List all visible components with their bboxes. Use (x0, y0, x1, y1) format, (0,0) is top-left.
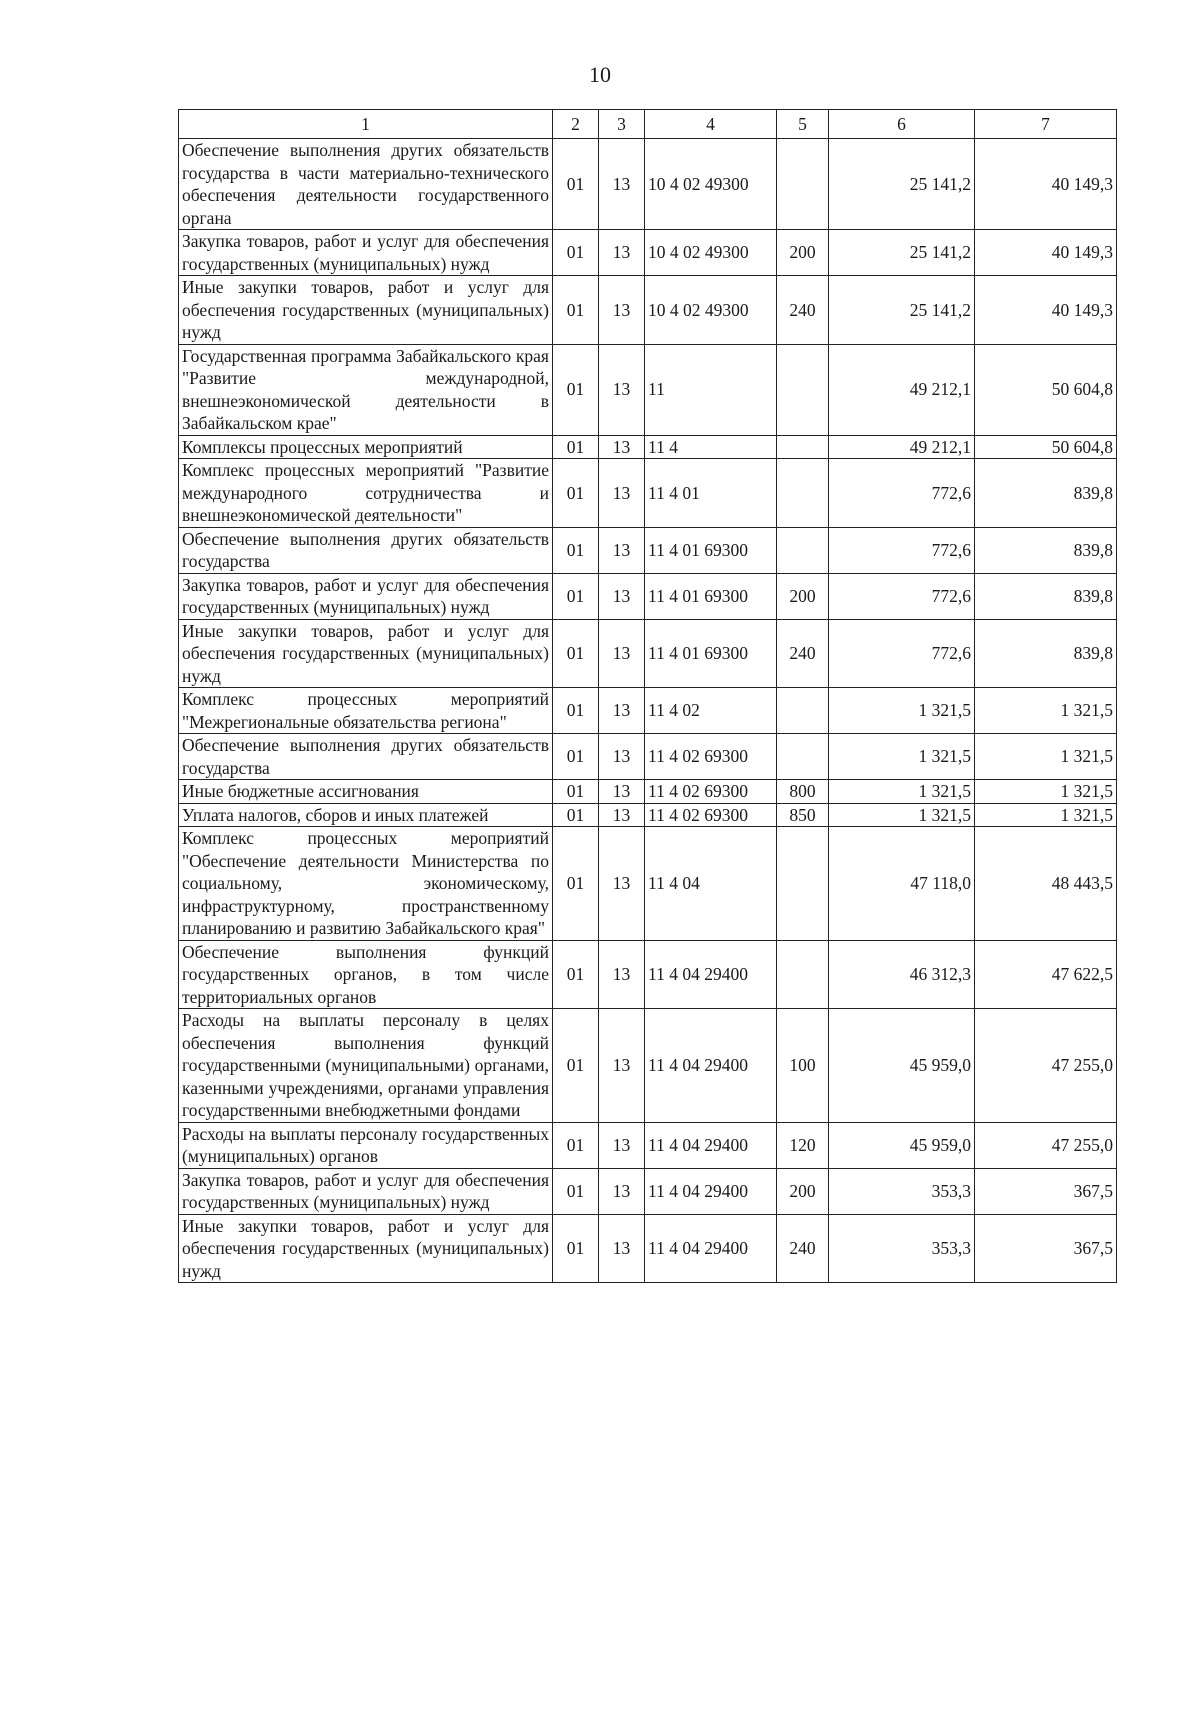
expense-type-code (777, 139, 829, 230)
header-cell: 5 (777, 110, 829, 139)
row-description: Государственная программа Забайкальского края "Развитие международной, внешнеэкономической деятельности в Забайкальском крае" (179, 344, 553, 435)
amount-year-2: 1 321,5 (975, 734, 1117, 780)
row-description: Закупка товаров, работ и услуг для обеспечения государственных (муниципальных) нужд (179, 230, 553, 276)
amount-year-1: 772,6 (829, 527, 975, 573)
row-description: Закупка товаров, работ и услуг для обеспечения государственных (муниципальных) нужд (179, 573, 553, 619)
section-code: 01 (553, 1168, 599, 1214)
expense-type-code: 200 (777, 573, 829, 619)
amount-year-2: 367,5 (975, 1214, 1117, 1283)
expense-type-code (777, 827, 829, 941)
target-article-code: 11 4 (645, 435, 777, 459)
subsection-code: 13 (599, 803, 645, 827)
amount-year-2: 839,8 (975, 459, 1117, 528)
subsection-code: 13 (599, 344, 645, 435)
amount-year-2: 839,8 (975, 619, 1117, 688)
table-row (179, 688, 1117, 734)
row-description: Иные закупки товаров, работ и услуг для обеспечения государственных (муниципальных) нужд (179, 276, 553, 345)
table-row (179, 734, 1117, 780)
subsection-code: 13 (599, 734, 645, 780)
subsection-code: 13 (599, 1009, 645, 1123)
row-description: Обеспечение выполнения функций государственных органов, в том числе территориальных органов (179, 940, 553, 1009)
subsection-code: 13 (599, 1214, 645, 1283)
target-article-code: 10 4 02 49300 (645, 276, 777, 345)
row-description: Закупка товаров, работ и услуг для обеспечения государственных (муниципальных) нужд (179, 1168, 553, 1214)
amount-year-1: 47 118,0 (829, 827, 975, 941)
section-code: 01 (553, 780, 599, 804)
table-row (179, 1214, 1117, 1283)
section-code: 01 (553, 940, 599, 1009)
expense-type-code: 120 (777, 1122, 829, 1168)
subsection-code: 13 (599, 619, 645, 688)
table-body (179, 139, 1117, 1283)
budget-table (178, 109, 1117, 1283)
header-cell: 6 (829, 110, 975, 139)
table-row (179, 619, 1117, 688)
table-row (179, 780, 1117, 804)
row-description: Уплата налогов, сборов и иных платежей (179, 803, 553, 827)
subsection-code: 13 (599, 940, 645, 1009)
target-article-code: 10 4 02 49300 (645, 230, 777, 276)
expense-type-code (777, 459, 829, 528)
header-cell: 1 (179, 110, 553, 139)
amount-year-2: 40 149,3 (975, 230, 1117, 276)
row-description: Расходы на выплаты персоналу государственных (муниципальных) органов (179, 1122, 553, 1168)
table-row (179, 803, 1117, 827)
target-article-code: 11 (645, 344, 777, 435)
section-code: 01 (553, 803, 599, 827)
amount-year-1: 353,3 (829, 1214, 975, 1283)
table-row (179, 1122, 1117, 1168)
amount-year-2: 839,8 (975, 527, 1117, 573)
expense-type-code (777, 940, 829, 1009)
amount-year-2: 50 604,8 (975, 344, 1117, 435)
target-article-code: 11 4 04 29400 (645, 1214, 777, 1283)
table-row (179, 527, 1117, 573)
target-article-code: 11 4 01 69300 (645, 527, 777, 573)
target-article-code: 11 4 01 (645, 459, 777, 528)
amount-year-1: 25 141,2 (829, 139, 975, 230)
subsection-code: 13 (599, 1168, 645, 1214)
section-code: 01 (553, 734, 599, 780)
amount-year-2: 47 622,5 (975, 940, 1117, 1009)
subsection-code: 13 (599, 1122, 645, 1168)
amount-year-1: 1 321,5 (829, 803, 975, 827)
row-description: Иные закупки товаров, работ и услуг для обеспечения государственных (муниципальных) нужд (179, 619, 553, 688)
header-cell: 3 (599, 110, 645, 139)
row-description: Иные бюджетные ассигнования (179, 780, 553, 804)
section-code: 01 (553, 573, 599, 619)
amount-year-2: 839,8 (975, 573, 1117, 619)
section-code: 01 (553, 230, 599, 276)
expense-type-code: 240 (777, 619, 829, 688)
row-description: Обеспечение выполнения других обязательств государства (179, 734, 553, 780)
section-code: 01 (553, 139, 599, 230)
expense-type-code: 800 (777, 780, 829, 804)
target-article-code: 11 4 02 69300 (645, 734, 777, 780)
amount-year-2: 40 149,3 (975, 139, 1117, 230)
expense-type-code (777, 688, 829, 734)
section-code: 01 (553, 688, 599, 734)
section-code: 01 (553, 459, 599, 528)
row-description: Расходы на выплаты персоналу в целях обеспечения выполнения функций государственными (муниципальными) органами, казенными учреждениями, органами управления государственными внебюджетными фондами (179, 1009, 553, 1123)
amount-year-2: 40 149,3 (975, 276, 1117, 345)
expense-type-code: 240 (777, 1214, 829, 1283)
row-description: Обеспечение выполнения других обязательств государства (179, 527, 553, 573)
row-description: Комплекс процессных мероприятий "Обеспечение деятельности Министерства по социальному, экономическому, инфраструктурному, пространственному планированию и развитию Забайкальского края" (179, 827, 553, 941)
subsection-code: 13 (599, 230, 645, 276)
subsection-code: 13 (599, 780, 645, 804)
subsection-code: 13 (599, 276, 645, 345)
expense-type-code (777, 435, 829, 459)
amount-year-1: 46 312,3 (829, 940, 975, 1009)
section-code: 01 (553, 619, 599, 688)
target-article-code: 11 4 04 (645, 827, 777, 941)
table-row (179, 1168, 1117, 1214)
row-description: Комплексы процессных мероприятий (179, 435, 553, 459)
section-code: 01 (553, 1122, 599, 1168)
subsection-code: 13 (599, 435, 645, 459)
amount-year-1: 772,6 (829, 459, 975, 528)
header-row (179, 110, 1117, 139)
table-row (179, 573, 1117, 619)
header-cell: 4 (645, 110, 777, 139)
subsection-code: 13 (599, 139, 645, 230)
table-row (179, 940, 1117, 1009)
section-code: 01 (553, 435, 599, 459)
subsection-code: 13 (599, 527, 645, 573)
expense-type-code: 850 (777, 803, 829, 827)
amount-year-1: 25 141,2 (829, 276, 975, 345)
target-article-code: 11 4 04 29400 (645, 940, 777, 1009)
amount-year-1: 49 212,1 (829, 344, 975, 435)
expense-type-code: 100 (777, 1009, 829, 1123)
row-description: Комплекс процессных мероприятий "Развитие международного сотрудничества и внешнеэкономической деятельности" (179, 459, 553, 528)
header-cell: 2 (553, 110, 599, 139)
row-description: Обеспечение выполнения других обязательств государства в части материально-технического обеспечения деятельности государственного органа (179, 139, 553, 230)
subsection-code: 13 (599, 827, 645, 941)
section-code: 01 (553, 276, 599, 345)
amount-year-2: 48 443,5 (975, 827, 1117, 941)
section-code: 01 (553, 1009, 599, 1123)
table-row (179, 276, 1117, 345)
section-code: 01 (553, 344, 599, 435)
expense-type-code: 240 (777, 276, 829, 345)
amount-year-1: 1 321,5 (829, 734, 975, 780)
amount-year-2: 1 321,5 (975, 780, 1117, 804)
amount-year-2: 367,5 (975, 1168, 1117, 1214)
expense-type-code (777, 344, 829, 435)
row-description: Комплекс процессных мероприятий "Межрегиональные обязательства региона" (179, 688, 553, 734)
amount-year-2: 1 321,5 (975, 803, 1117, 827)
amount-year-1: 353,3 (829, 1168, 975, 1214)
table-row (179, 459, 1117, 528)
target-article-code: 10 4 02 49300 (645, 139, 777, 230)
subsection-code: 13 (599, 688, 645, 734)
section-code: 01 (553, 1214, 599, 1283)
target-article-code: 11 4 04 29400 (645, 1122, 777, 1168)
target-article-code: 11 4 02 (645, 688, 777, 734)
expense-type-code: 200 (777, 230, 829, 276)
amount-year-1: 49 212,1 (829, 435, 975, 459)
table-row (179, 344, 1117, 435)
amount-year-1: 45 959,0 (829, 1122, 975, 1168)
subsection-code: 13 (599, 459, 645, 528)
target-article-code: 11 4 02 69300 (645, 803, 777, 827)
target-article-code: 11 4 01 69300 (645, 619, 777, 688)
amount-year-1: 45 959,0 (829, 1009, 975, 1123)
table-row (179, 827, 1117, 941)
amount-year-2: 47 255,0 (975, 1122, 1117, 1168)
amount-year-2: 50 604,8 (975, 435, 1117, 459)
expense-type-code (777, 734, 829, 780)
header-cell: 7 (975, 110, 1117, 139)
section-code: 01 (553, 827, 599, 941)
target-article-code: 11 4 04 29400 (645, 1009, 777, 1123)
target-article-code: 11 4 01 69300 (645, 573, 777, 619)
row-description: Иные закупки товаров, работ и услуг для обеспечения государственных (муниципальных) нужд (179, 1214, 553, 1283)
amount-year-1: 772,6 (829, 573, 975, 619)
amount-year-1: 772,6 (829, 619, 975, 688)
table-row (179, 139, 1117, 230)
expense-type-code (777, 527, 829, 573)
subsection-code: 13 (599, 573, 645, 619)
table-row (179, 1009, 1117, 1123)
table-row (179, 230, 1117, 276)
amount-year-1: 1 321,5 (829, 688, 975, 734)
expense-type-code: 200 (777, 1168, 829, 1214)
amount-year-1: 25 141,2 (829, 230, 975, 276)
amount-year-1: 1 321,5 (829, 780, 975, 804)
amount-year-2: 1 321,5 (975, 688, 1117, 734)
target-article-code: 11 4 02 69300 (645, 780, 777, 804)
amount-year-2: 47 255,0 (975, 1009, 1117, 1123)
page-number: 10 (589, 62, 611, 87)
section-code: 01 (553, 527, 599, 573)
target-article-code: 11 4 04 29400 (645, 1168, 777, 1214)
table-row (179, 435, 1117, 459)
